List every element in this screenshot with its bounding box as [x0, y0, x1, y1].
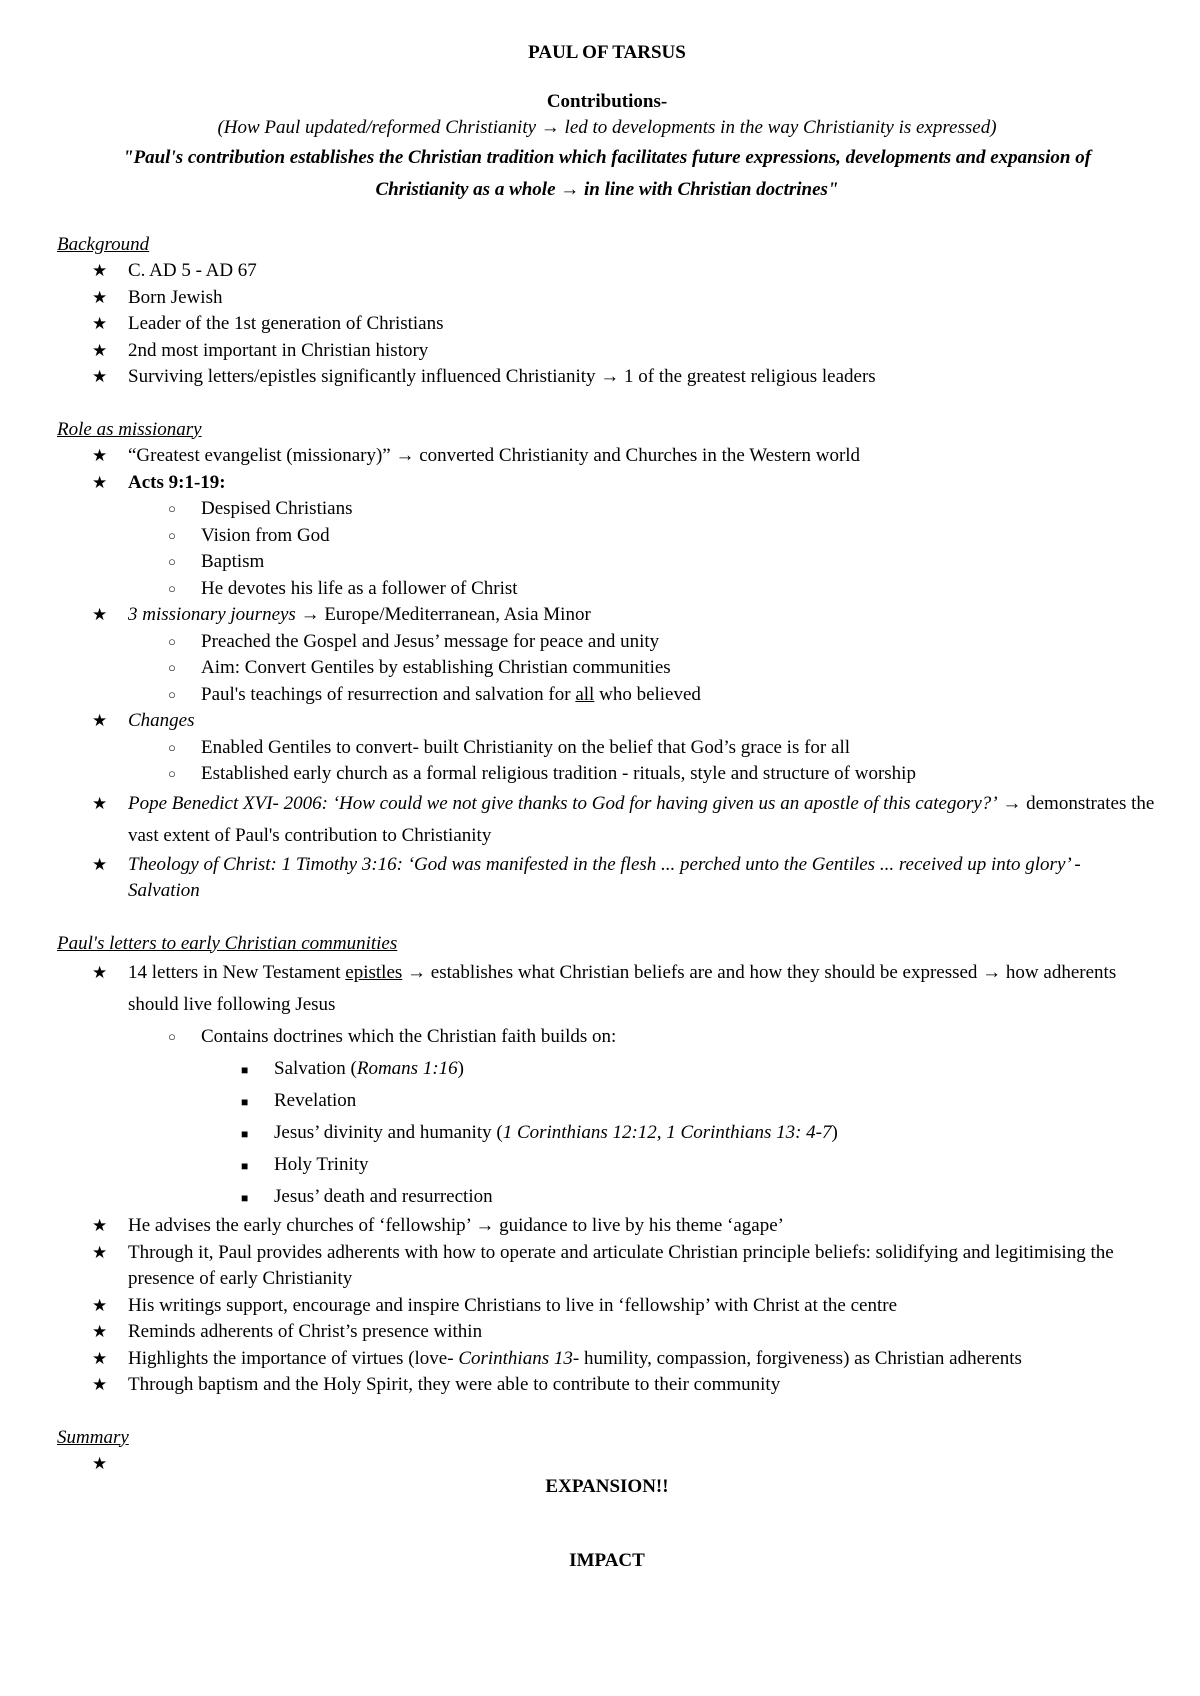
- impact-heading: IMPACT: [569, 1550, 645, 1571]
- list-item: ★ Theology of Christ: 1 Timothy 3:16: ‘God was manifested in the flesh ... perched unto the Gentiles ... received up into glory’ - Salvation: [92, 853, 1081, 901]
- list-item: [57, 470, 1157, 603]
- missionary-list: [57, 443, 1157, 905]
- circle-bullet-icon: ○: [168, 1029, 176, 1044]
- contributions-quote: "Paul's contribution establishes the Christian tradition which facilitates future expressions, developments and expansion of Christianity as a whole → in line with Christian doctrines": [122, 146, 1092, 200]
- circle-bullet-icon: ○: [168, 501, 176, 516]
- list-item: ○ He devotes his life as a follower of Christ: [57, 576, 1157, 603]
- changes-sublist: [128, 735, 1157, 788]
- list-item: ★ Pope Benedict XVI- 2006: ‘How could we not give thanks to God for having given us an apostle of this category?’ → demonstrates the vast extent of Paul's contribution to Christianity: [57, 788, 1157, 852]
- square-bullet-icon: ■: [241, 1159, 249, 1173]
- list-item: ★ 2nd most important in Christian history: [57, 338, 1157, 365]
- star-icon: ★: [92, 605, 108, 624]
- summary-heading: Summary: [57, 1426, 129, 1448]
- star-icon: ★: [92, 1242, 108, 1262]
- list-item: ○ Preached the Gospel and Jesus’ message for peace and unity: [57, 629, 1157, 656]
- missionary-heading: Role as missionary: [57, 418, 202, 440]
- list-item: ★ Surviving letters/epistles significantly influenced Christianity → 1 of the greatest religious leaders: [57, 364, 1157, 391]
- list-item: ■ Holy Trinity: [57, 1149, 1157, 1181]
- star-icon: ★: [92, 1348, 108, 1368]
- background-heading: Background: [57, 233, 150, 255]
- square-bullet-icon: ■: [241, 1063, 249, 1077]
- list-item: ■ Jesus’ divinity and humanity (1 Corinthians 12:12, 1 Corinthians 13: 4-7): [57, 1117, 1157, 1149]
- letters-sublist: [128, 1021, 1157, 1213]
- list-item: ★ Reminds adherents of Christ’s presence within: [57, 1319, 1157, 1346]
- star-icon: ★: [92, 854, 108, 874]
- star-icon: ★: [92, 1295, 108, 1315]
- list-item: ★ He advises the early churches of ‘fellowship’ → guidance to live by his theme ‘agape’: [57, 1213, 1157, 1240]
- star-icon: ★: [92, 1375, 108, 1394]
- circle-bullet-icon: ○: [168, 766, 176, 781]
- star-icon: ★: [92, 1454, 108, 1473]
- circle-bullet-icon: ○: [168, 527, 176, 543]
- letters-heading: Paul's letters to early Christian communities: [57, 932, 398, 954]
- background-list: [57, 258, 1157, 391]
- contributions-heading: Contributions-: [546, 90, 668, 112]
- list-item: ★ Through it, Paul provides adherents with how to operate and articulate Christian principle beliefs: solidifying and legitimising the presence of early Christianity: [92, 1241, 1114, 1289]
- list-item: ★ Born Jewish: [57, 285, 1157, 312]
- acts-reference: Acts 9:1-19:: [128, 471, 226, 493]
- star-icon: ★: [92, 472, 108, 492]
- letters-section: [57, 931, 1157, 1399]
- list-item: ★ Leader of the 1st generation of Christians: [57, 311, 1157, 338]
- journeys-sublist: [128, 629, 1157, 709]
- acts-sublist: [128, 496, 1157, 602]
- list-item: ★ Changes ○ Enabled Gentiles to convert- built Christianity on the belief that God’s grace is for all ○ Established early church as a formal religious tradition - rituals, style and structure of worship: [57, 708, 1157, 788]
- star-icon: ★: [92, 340, 108, 360]
- circle-bullet-icon: ○: [168, 739, 176, 755]
- star-icon: ★: [92, 1216, 108, 1235]
- list-item: ★ “Greatest evangelist (missionary)” → converted Christianity and Churches in the Western world: [57, 443, 1157, 470]
- expansion-heading: EXPANSION!!: [545, 1475, 669, 1497]
- star-icon: ★: [92, 1322, 108, 1341]
- list-item: ★ C. AD 5 - AD 67: [57, 258, 1157, 285]
- star-icon: ★: [92, 287, 108, 307]
- star-icon: ★: [92, 367, 108, 386]
- list-item: ■ Salvation (Romans 1:16): [57, 1053, 1157, 1085]
- document-title: PAUL OF TARSUS: [528, 42, 686, 63]
- list-item: ○ Despised Christians: [57, 496, 1157, 523]
- list-item: ★ 3 missionary journeys → Europe/Mediterranean, Asia Minor ○ Preached the Gospel and Jesus’ message for peace and unity ○ Aim: Convert Gentiles by establishing Christian communities ○ Paul's teachings of resurrection and salvation for all who believed: [57, 602, 1157, 708]
- square-bullet-icon: ■: [241, 1127, 249, 1141]
- list-item: ■ Jesus’ death and resurrection: [57, 1181, 1157, 1213]
- list-item: ■ Revelation: [57, 1085, 1157, 1117]
- list-item: ○ Established early church as a formal religious tradition - rituals, style and structure of worship: [57, 761, 1157, 788]
- square-bullet-icon: ■: [241, 1191, 249, 1205]
- list-item: [57, 1451, 1157, 1478]
- contributions-subtitle: (How Paul updated/reformed Christianity → led to developments in the way Christianity is expressed): [217, 117, 997, 138]
- list-item: ★ Highlights the importance of virtues (love- Corinthians 13- humility, compassion, forgiveness) as Christian adherents: [57, 1346, 1157, 1373]
- summary-list: [57, 1451, 1157, 1478]
- list-item: ○ Paul's teachings of resurrection and salvation for all who believed: [57, 682, 1157, 709]
- circle-bullet-icon: ○: [168, 660, 176, 675]
- square-bullet-icon: ■: [241, 1095, 249, 1109]
- star-icon: ★: [92, 261, 108, 280]
- circle-bullet-icon: ○: [168, 686, 176, 702]
- list-item: ○ Contains doctrines which the Christian faith builds on: ■ Salvation (Romans 1:16) ■ Revelation ■ Jesus’ divinity and humanity (1 Corinthians 12:12, 1 Corinthians 13: 4-7) ■ Holy Trinity ■ Jesus’ death and resurrection: [57, 1021, 1157, 1213]
- list-item: ○ Enabled Gentiles to convert- built Christianity on the belief that God’s grace is for all: [57, 735, 1157, 762]
- list-item: ★ Through baptism and the Holy Spirit, they were able to contribute to their community: [57, 1372, 1157, 1399]
- missionary-section: [57, 417, 1157, 905]
- circle-bullet-icon: ○: [168, 554, 176, 569]
- list-item: ○ Baptism: [57, 549, 1157, 576]
- list-item: ★ His writings support, encourage and inspire Christians to live in ‘fellowship’ with Christ at the centre: [57, 1293, 1157, 1320]
- star-icon: ★: [92, 793, 108, 813]
- star-icon: ★: [92, 314, 108, 333]
- doctrines-sublist: [201, 1053, 1157, 1213]
- list-item: ★ 14 letters in New Testament epistles → establishes what Christian beliefs are and how they should be expressed → how adherents should live following Jesus ○ Contains doctrines which the Christian faith builds on: ■ Salvation (Romans 1:16) ■ Revelation ■ Jesus’ divinity and humanity (1 Corinthians 12:12, 1 Corinthians 13: 4-7) ■ Holy Trinity ■ Jesus’ death and resurrection: [57, 957, 1157, 1213]
- letters-list: [57, 957, 1157, 1399]
- circle-bullet-icon: ○: [168, 580, 176, 596]
- list-item: ○ Vision from God: [57, 523, 1157, 550]
- star-icon: ★: [92, 446, 108, 465]
- star-icon: ★: [92, 711, 108, 730]
- star-icon: ★: [92, 963, 108, 982]
- summary-section: [57, 1425, 1157, 1478]
- document-page: [57, 36, 1157, 1575]
- circle-bullet-icon: ○: [168, 633, 176, 649]
- background-section: [57, 232, 1157, 391]
- list-item: ○ Aim: Convert Gentiles by establishing Christian communities: [57, 655, 1157, 682]
